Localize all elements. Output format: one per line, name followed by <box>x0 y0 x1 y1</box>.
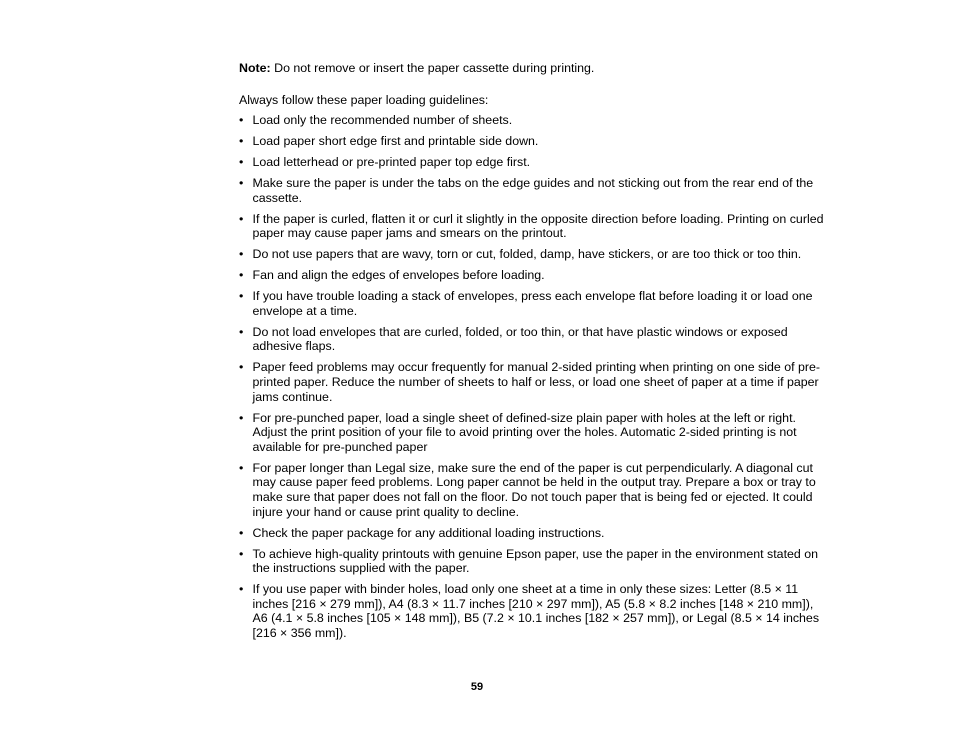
guideline-text: Make sure the paper is under the tabs on the edge guides and not sticking out from the rear end of the cassette. <box>252 176 814 205</box>
bullet-icon: • <box>239 247 244 262</box>
guideline-item <box>239 325 829 354</box>
bullet-icon: • <box>239 460 244 475</box>
guideline-text: To achieve high-quality printouts with genuine Epson paper, use the paper in the environment stated on the instructions supplied with the paper. <box>252 546 819 576</box>
guideline-item <box>239 547 829 576</box>
guideline-text: Load letterhead or pre-printed paper top edge first. <box>252 155 531 170</box>
guideline-text: Check the paper package for any additional loading instructions. <box>252 525 605 540</box>
bullet-icon: • <box>239 134 244 149</box>
bullet-icon: • <box>239 268 244 283</box>
guideline-item <box>239 176 829 205</box>
guideline-text: Do not load envelopes that are curled, folded, or too thin, or that have plastic windows or exposed adhesive flaps. <box>252 324 788 354</box>
note-label: Note: <box>239 61 271 75</box>
guideline-text: If you use paper with binder holes, load only one sheet at a time in only these sizes: Letter (8.5 × 11 inches [216 × 279 mm]), A4 (8.3 × 11.7 inches [210 × 297 mm]), A5 (5.8 × 8.2 inches [148 × 210 mm]), A6 (4.1 × 5.8 inches [105 × 148 mm]), B5 (7.2 × 10.1 inches [182 × 257 mm]), or Legal (8.5 × 14 inches [216 × 356 mm]). <box>252 582 820 640</box>
bullet-icon: • <box>239 324 244 339</box>
bullet-icon: • <box>239 155 244 170</box>
bullet-icon: • <box>239 176 244 191</box>
guideline-text: Do not use papers that are wavy, torn or cut, folded, damp, have stickers, or are too thick or too thin. <box>252 247 802 262</box>
guidelines-intro: Always follow these paper loading guidelines: <box>239 93 489 108</box>
guideline-item <box>239 411 829 455</box>
guideline-item <box>239 461 829 519</box>
guideline-item <box>239 247 829 262</box>
guideline-text: If the paper is curled, flatten it or curl it slightly in the opposite direction before loading. Printing on curled paper may cause paper jams and smears on the printout. <box>252 211 824 241</box>
note-text: Do not remove or insert the paper cassette during printing. <box>270 61 595 75</box>
bullet-icon: • <box>239 546 244 561</box>
guideline-text: Load paper short edge first and printable side down. <box>252 134 539 149</box>
guideline-item <box>239 155 829 170</box>
guideline-item <box>239 113 829 128</box>
guideline-item <box>239 360 829 404</box>
bullet-icon: • <box>239 360 244 375</box>
guideline-text: For paper longer than Legal size, make sure the end of the paper is cut perpendicularly. A diagonal cut may cause paper feed problems. Long paper cannot be held in the output tray. Prepare a box or tray to make sure that paper does not fall on the floor. Do not touch paper that is being fed or ejected. It could injure your hand or cause print quality to decline. <box>252 460 816 519</box>
bullet-icon: • <box>239 211 244 226</box>
guideline-item <box>239 268 829 283</box>
guideline-text: If you have trouble loading a stack of envelopes, press each envelope flat before loading it or load one envelope at a time. <box>252 289 813 318</box>
guidelines-list <box>239 113 829 640</box>
guideline-text: Load only the recommended number of sheets. <box>252 113 513 128</box>
bullet-icon: • <box>239 113 244 128</box>
guideline-item <box>239 582 829 640</box>
bullet-icon: • <box>239 582 244 597</box>
guideline-item <box>239 134 829 149</box>
note-paragraph <box>239 61 829 76</box>
page-content <box>239 61 829 647</box>
page-number: 59 <box>470 681 484 693</box>
guideline-text: Paper feed problems may occur frequently for manual 2-sided printing when printing on one side of pre-printed paper. Reduce the number of sheets to half or less, or load one sheet of paper at a time if paper jams continue. <box>252 360 821 404</box>
bullet-icon: • <box>239 289 244 304</box>
guideline-item <box>239 212 829 241</box>
guideline-text: Fan and align the edges of envelopes before loading. <box>252 268 545 283</box>
guideline-text: For pre-punched paper, load a single sheet of defined-size plain paper with holes at the left or right. Adjust the print position of your file to avoid printing over the holes. Automatic 2-sided printing is not available for pre-punched paper <box>252 410 797 454</box>
guideline-item <box>239 289 829 318</box>
guideline-item <box>239 526 829 541</box>
bullet-icon: • <box>239 525 244 540</box>
bullet-icon: • <box>239 410 244 425</box>
